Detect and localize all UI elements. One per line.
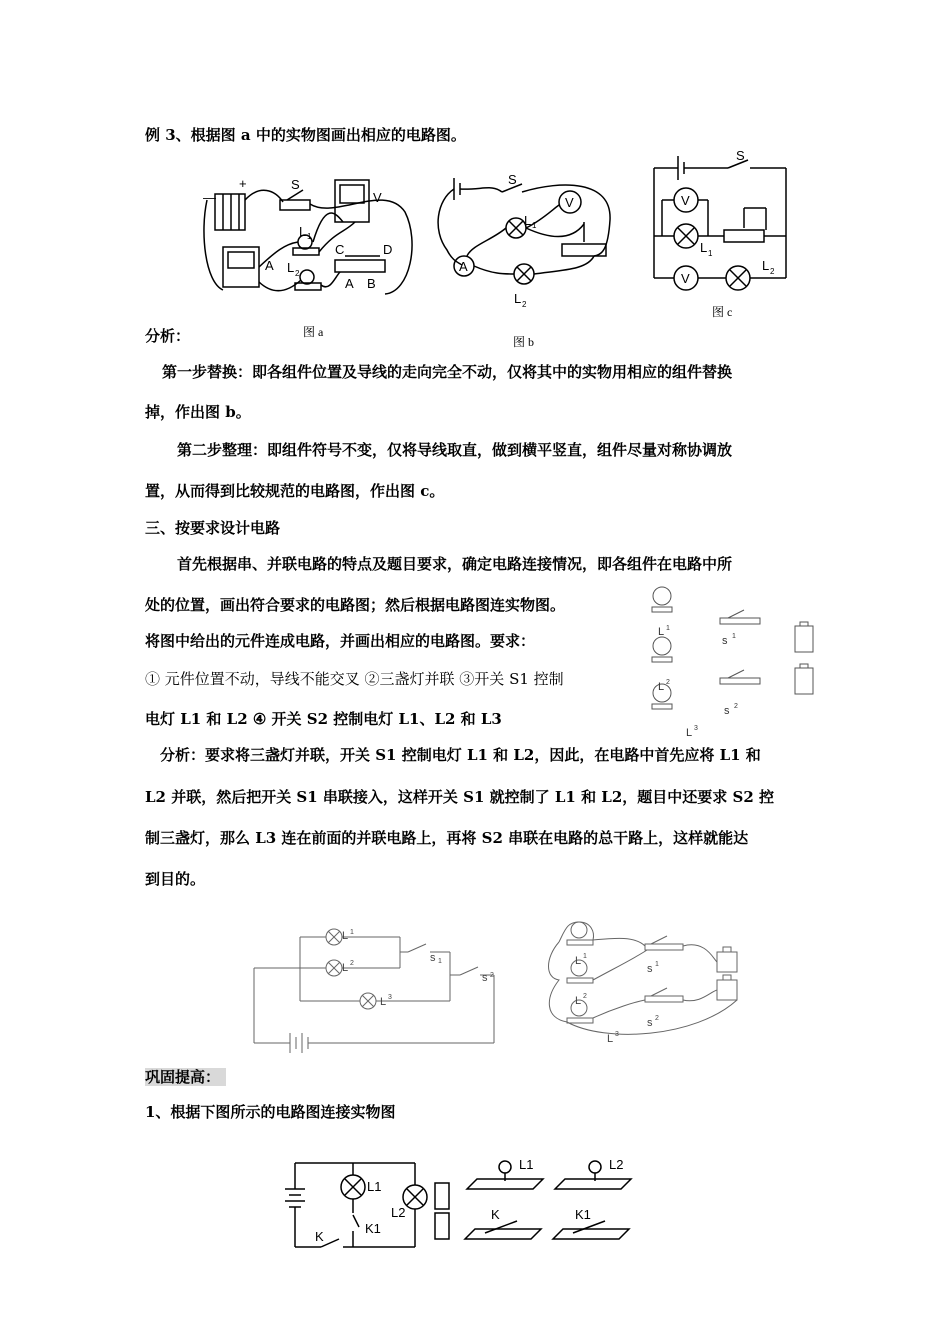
svg-text:L: L <box>762 258 770 273</box>
svg-text:K: K <box>315 1229 324 1244</box>
svg-text:s: s <box>430 952 436 964</box>
svg-text:L: L <box>658 681 665 693</box>
svg-text:3: 3 <box>615 1031 619 1038</box>
svg-text:1: 1 <box>666 625 670 632</box>
svg-text:s: s <box>722 635 728 647</box>
svg-text:L: L <box>514 291 522 306</box>
consolidate-heading-text: 巩固提高： <box>145 1068 226 1086</box>
example3-title: 例 3、根据图 a 中的实物图画出相应的电路图。 <box>145 126 466 144</box>
svg-text:A: A <box>345 276 354 291</box>
svg-text:L2: L2 <box>391 1205 406 1220</box>
svg-text:s: s <box>647 1017 653 1029</box>
svg-text:L1: L1 <box>519 1157 534 1172</box>
section3-heading: 三、按要求设计电路 <box>145 519 281 537</box>
svg-text:2: 2 <box>522 300 527 309</box>
step2-line2: 置，从而得到比较规范的电路图，作出图 c。 <box>145 482 445 500</box>
svg-text:2: 2 <box>583 993 587 1000</box>
section3-p1-line1: 首先根据串、并联电路的特点及题目要求，确定电路连接情况，即各组件在电路中所 <box>177 555 733 573</box>
svg-text:1: 1 <box>732 633 736 640</box>
section3-analysis-line3: 制三盏灯，那么 L3 连在前面的并联电路上，再将 S2 串联在电路的总干路上，这样就能达 <box>145 829 749 847</box>
svg-text:K1: K1 <box>365 1221 381 1236</box>
section3-analysis-line1: 分析：要求将三盏灯并联，开关 S1 控制电灯 L1 和 L2，因此，在电路中首先应将 L1 和 <box>160 746 761 764</box>
svg-text:D: D <box>383 242 393 257</box>
section3-p2: 将图中给出的元件连成电路，并画出相应的电路图。要求： <box>145 632 536 650</box>
components-figure <box>640 580 820 740</box>
physical-wiring-figure <box>545 918 745 1048</box>
question-1-figure <box>285 1155 645 1255</box>
svg-text:2: 2 <box>490 972 494 979</box>
step1-line2: 掉，作出图 b。 <box>145 403 251 421</box>
svg-text:L2: L2 <box>609 1157 624 1172</box>
svg-text:3: 3 <box>388 994 392 1001</box>
svg-text:L: L <box>607 1033 614 1045</box>
parallel-circuit-diagram <box>250 925 500 1060</box>
svg-text:2: 2 <box>770 267 775 276</box>
svg-text:L: L <box>380 996 387 1008</box>
svg-text:2: 2 <box>734 703 738 710</box>
svg-text:1: 1 <box>708 249 713 258</box>
svg-text:1: 1 <box>307 232 312 241</box>
figure-b-caption: 图 b <box>513 335 535 349</box>
svg-text:L: L <box>342 930 349 942</box>
figure-c-diagram <box>650 148 790 298</box>
svg-text:2: 2 <box>350 960 354 967</box>
svg-text:V: V <box>681 271 690 286</box>
svg-text:1: 1 <box>438 958 442 965</box>
consolidate-heading <box>145 1066 226 1088</box>
section3-analysis-line2: L2 并联，然后把开关 S1 串联接入，这样开关 S1 就控制了 L1 和 L2，题目中还要求 S2 控 <box>145 788 774 806</box>
svg-text:2: 2 <box>295 269 300 278</box>
svg-text:s: s <box>647 963 653 975</box>
section3-p3: ① 元件位置不动，导线不能交叉 ②三盏灯并联 ③开关 S1 控制 <box>145 670 564 688</box>
svg-text:s: s <box>724 705 730 717</box>
svg-text:B: B <box>367 276 376 291</box>
svg-text:L: L <box>658 626 665 638</box>
step2-line1: 第二步整理：即组件符号不变，仅将导线取直，做到横平竖直，组件尽量对称协调放 <box>177 441 733 459</box>
svg-text:S: S <box>508 172 517 187</box>
svg-text:L: L <box>686 727 693 739</box>
svg-text:V: V <box>565 195 574 210</box>
figure-c-caption: 图 c <box>712 305 733 319</box>
svg-text:K1: K1 <box>575 1207 591 1222</box>
svg-text:L: L <box>299 224 307 239</box>
figure-a-physical-diagram <box>195 172 420 302</box>
svg-text:3: 3 <box>694 725 698 732</box>
svg-text:C: C <box>335 242 345 257</box>
svg-text:L: L <box>342 962 349 974</box>
svg-text:—: — <box>203 190 216 205</box>
svg-text:2: 2 <box>655 1015 659 1022</box>
svg-text:L: L <box>287 260 295 275</box>
svg-text:K: K <box>491 1207 500 1222</box>
svg-text:L: L <box>575 995 582 1007</box>
section3-p1-line2: 处的位置，画出符合要求的电路图；然后根据电路图连实物图。 <box>145 596 566 614</box>
svg-text:2: 2 <box>666 679 670 686</box>
svg-text:L: L <box>524 213 532 228</box>
section3-analysis-line4: 到目的。 <box>145 870 206 888</box>
svg-text:1: 1 <box>655 961 659 968</box>
section3-p4: 电灯 L1 和 L2 ④ 开关 S2 控制电灯 L1、L2 和 L3 <box>145 710 502 728</box>
svg-text:1: 1 <box>583 953 587 960</box>
svg-text:L: L <box>700 240 708 255</box>
figure-b-diagram <box>432 170 622 315</box>
analysis-label: 分析： <box>145 327 191 345</box>
svg-text:A: A <box>459 259 468 274</box>
svg-text:1: 1 <box>532 221 537 230</box>
svg-text:+: + <box>239 176 247 191</box>
figure-a-caption: 图 a <box>303 325 324 339</box>
step1-line1: 第一步替换：即各组件位置及导线的走向完全不动，仅将其中的实物用相应的组件替换 <box>162 363 733 381</box>
svg-text:s: s <box>482 972 488 984</box>
svg-text:1: 1 <box>350 929 354 936</box>
svg-text:L: L <box>575 955 582 967</box>
svg-text:S: S <box>291 177 300 192</box>
svg-text:S: S <box>736 148 745 163</box>
svg-text:A: A <box>265 258 274 273</box>
svg-text:V: V <box>681 193 690 208</box>
svg-text:V: V <box>373 190 382 205</box>
question-1: 1、根据下图所示的电路图连接实物图 <box>145 1103 396 1121</box>
svg-text:L1: L1 <box>367 1179 382 1194</box>
